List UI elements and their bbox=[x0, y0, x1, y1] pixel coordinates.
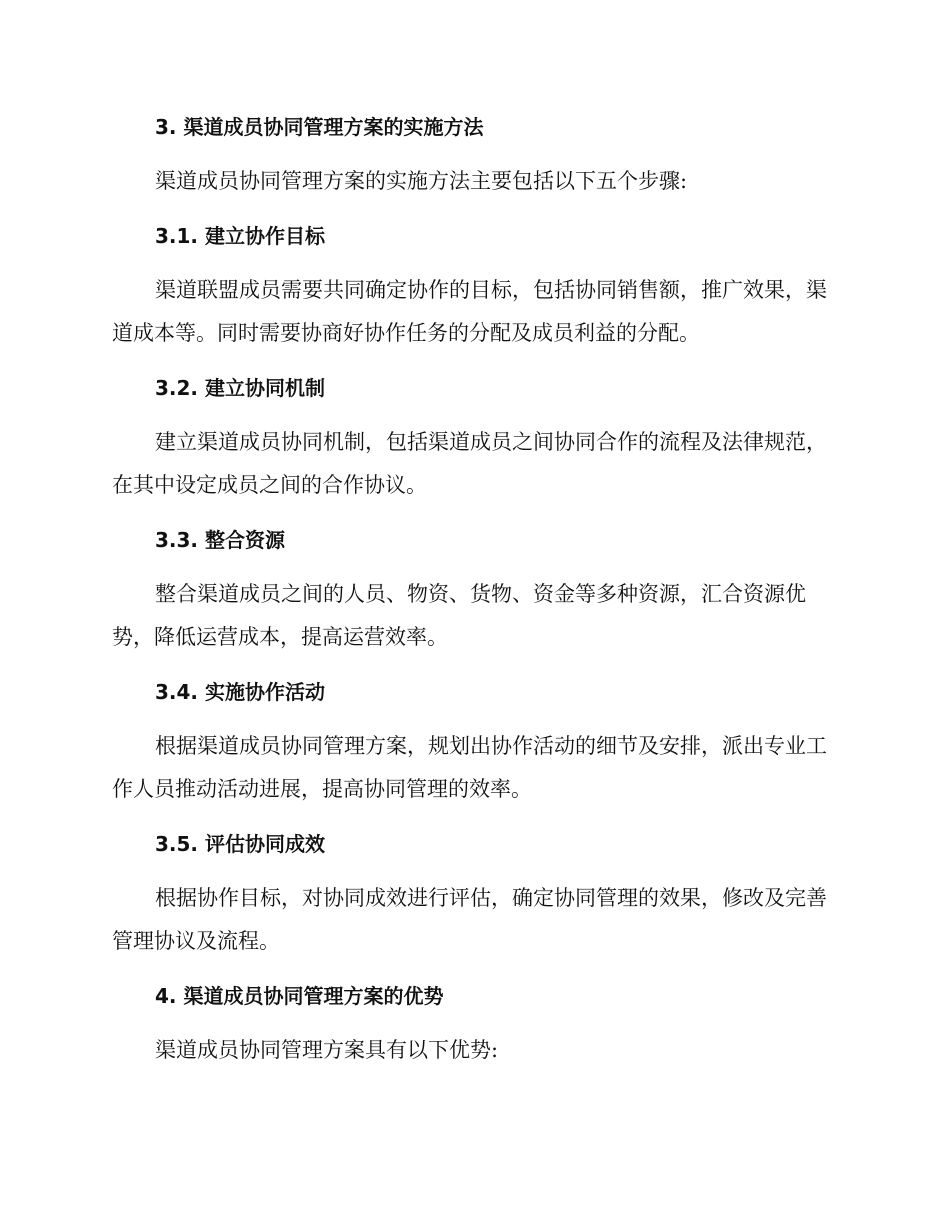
subsection-3-5-paragraph: 根据协作目标，对协同成效进行评估，确定协同管理的效果，修改及完善管理协议及流程。 bbox=[112, 886, 827, 953]
section-3-intro-paragraph: 渠道成员协同管理方案的实施方法主要包括以下五个步骤: bbox=[155, 169, 688, 193]
subsection-heading-3-3: 3.3. 整合资源 bbox=[155, 528, 285, 552]
subsection-3-3-paragraph: 整合渠道成员之间的人员、物资、货物、资金等多种资源，汇合资源优势，降低运营成本，提高运营效率。 bbox=[112, 582, 806, 649]
subsection-3-4-paragraph: 根据渠道成员协同管理方案，规划出协作活动的细节及安排，派出专业工作人员推动活动进展，提高协同管理的效率。 bbox=[112, 734, 827, 801]
section-heading-4: 4. 渠道成员协同管理方案的优势 bbox=[155, 984, 444, 1008]
subsection-3-1-paragraph: 渠道联盟成员需要共同确定协作的目标，包括协同销售额，推广效果，渠道成本等。同时需要协商好协作任务的分配及成员利益的分配。 bbox=[112, 278, 827, 345]
subsection-heading-3-4: 3.4. 实施协作活动 bbox=[155, 680, 325, 704]
subsection-heading-3-1: 3.1. 建立协作目标 bbox=[155, 224, 325, 248]
document-body bbox=[112, 108, 832, 1086]
section-4-intro-paragraph: 渠道成员协同管理方案具有以下优势: bbox=[155, 1038, 499, 1062]
section-heading-3: 3. 渠道成员协同管理方案的实施方法 bbox=[155, 115, 484, 139]
subsection-3-2-paragraph: 建立渠道成员协同机制，包括渠道成员之间协同合作的流程及法律规范，在其中设定成员之间的合作协议。 bbox=[112, 430, 827, 497]
subsection-heading-3-2: 3.2. 建立协同机制 bbox=[155, 376, 325, 400]
subsection-heading-3-5: 3.5. 评估协同成效 bbox=[155, 832, 325, 856]
